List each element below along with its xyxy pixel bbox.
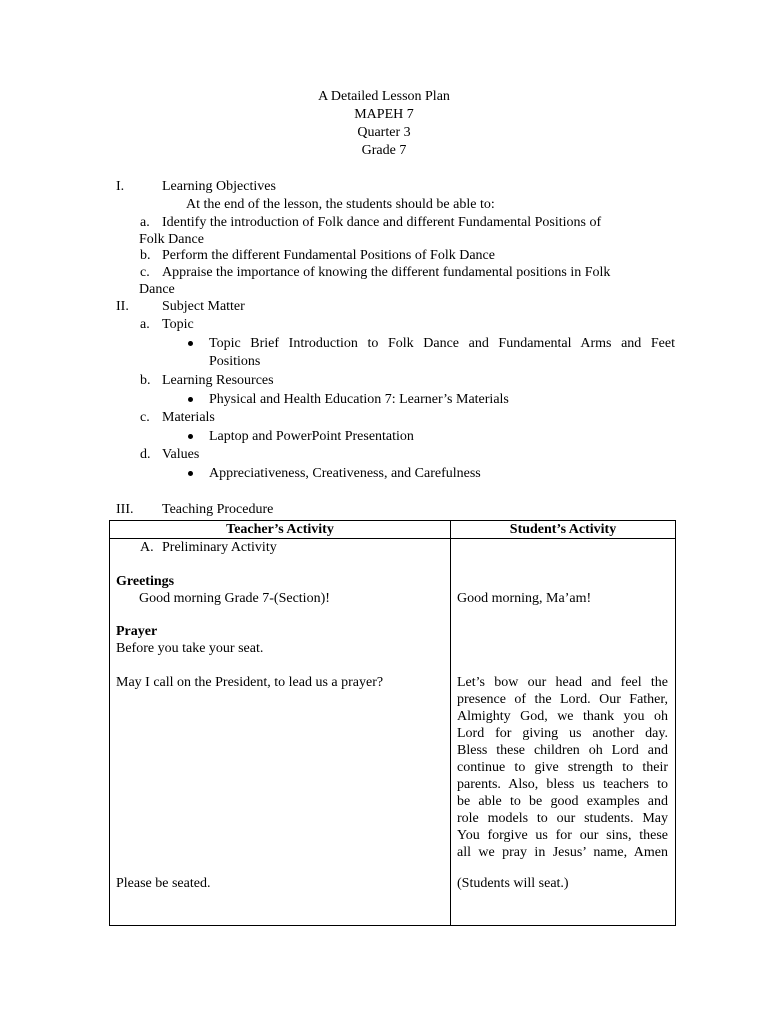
section-1-title: Learning Objectives xyxy=(162,179,276,194)
section-3-numeral: III. xyxy=(116,502,134,517)
greeting-reply: Good morning, Ma’am! xyxy=(457,591,592,606)
prayer-line: You forgive us for our sins, these xyxy=(457,828,668,843)
doc-title: A Detailed Lesson Plan xyxy=(318,89,450,104)
subject-a-marker: a. xyxy=(140,317,150,332)
prayer-line: role models to our students. May xyxy=(457,811,668,826)
prayer-line: Almighty God, we thank you oh xyxy=(457,709,668,724)
doc-grade: Grade 7 xyxy=(361,143,407,158)
prayer-line: continue to give strength to their xyxy=(457,760,668,775)
prayer-line: Let’s bow our head and feel the xyxy=(457,675,668,690)
doc-quarter: Quarter 3 xyxy=(357,125,411,140)
topic-text-cont: Positions xyxy=(209,354,261,369)
greetings-heading: Greetings xyxy=(116,574,175,589)
prayer-line: presence of the Lord. Our Father, xyxy=(457,692,668,707)
objective-b-marker: b. xyxy=(140,248,151,263)
subject-b-label: Learning Resources xyxy=(162,373,274,388)
objective-a-text-cont: Folk Dance xyxy=(139,232,204,247)
prayer-line: parents. Also, bless us teachers to xyxy=(457,777,668,792)
bullet-icon xyxy=(188,434,193,439)
doc-subject: MAPEH 7 xyxy=(354,107,414,122)
subject-a-label: Topic xyxy=(162,317,194,332)
subject-d-marker: d. xyxy=(140,447,151,462)
bullet-icon xyxy=(188,471,193,476)
teaching-procedure-table xyxy=(109,520,676,926)
prayer-heading: Prayer xyxy=(116,624,158,639)
student-activity-cell xyxy=(451,539,676,926)
objective-c-text-cont: Dance xyxy=(139,282,175,297)
prayer-request: May I call on the President, to lead us a prayer? xyxy=(116,675,384,690)
objective-c-text: Appraise the importance of knowing the different fundamental positions in Folk xyxy=(162,265,611,280)
bullet-icon xyxy=(188,341,193,346)
prayer-line: Bless these children oh Lord and xyxy=(457,743,668,758)
subject-c-label: Materials xyxy=(162,410,215,425)
bullet-icon xyxy=(188,397,193,402)
subject-b-marker: b. xyxy=(140,373,151,388)
seated-instruction: Please be seated. xyxy=(116,876,211,891)
section-2-numeral: II. xyxy=(116,299,129,314)
objective-a-text: Identify the introduction of Folk dance and different Fundamental Positions of xyxy=(162,215,602,230)
prayer-text xyxy=(457,674,668,861)
objective-c-marker: c. xyxy=(140,265,150,280)
objective-b-text: Perform the different Fundamental Positions of Folk Dance xyxy=(162,248,495,263)
subject-c-marker: c. xyxy=(140,410,150,425)
prayer-line: Lord for giving us another day. xyxy=(457,726,668,741)
objective-a-marker: a. xyxy=(140,215,150,230)
topic-text: Topic Brief Introduction to Folk Dance and Fundamental Arms and Feet xyxy=(209,336,675,351)
student-activity-header: Student’s Activity xyxy=(451,521,676,539)
greetings-text: Good morning Grade 7-(Section)! xyxy=(139,591,330,606)
section-3-title: Teaching Procedure xyxy=(162,502,274,517)
materials-text: Laptop and PowerPoint Presentation xyxy=(209,429,414,444)
prayer-line: be able to be good examples and xyxy=(457,794,668,809)
prelim-heading: Preliminary Activity xyxy=(162,540,277,555)
values-text: Appreciativeness, Creativeness, and Carefulness xyxy=(209,466,481,481)
prelim-marker: A. xyxy=(140,540,154,555)
prayer-line: all we pray in Jesus’ name, Amen xyxy=(457,845,668,860)
prayer-instruction: Before you take your seat. xyxy=(116,641,264,656)
teacher-activity-cell xyxy=(110,539,451,926)
seat-reply: (Students will seat.) xyxy=(457,876,569,891)
subject-d-label: Values xyxy=(162,447,200,462)
teacher-activity-header: Teacher’s Activity xyxy=(110,521,451,539)
section-1-numeral: I. xyxy=(116,179,125,194)
resources-text: Physical and Health Education 7: Learner’s Materials xyxy=(209,392,509,407)
section-1-intro: At the end of the lesson, the students should be able to: xyxy=(186,197,495,212)
section-2-title: Subject Matter xyxy=(162,299,245,314)
